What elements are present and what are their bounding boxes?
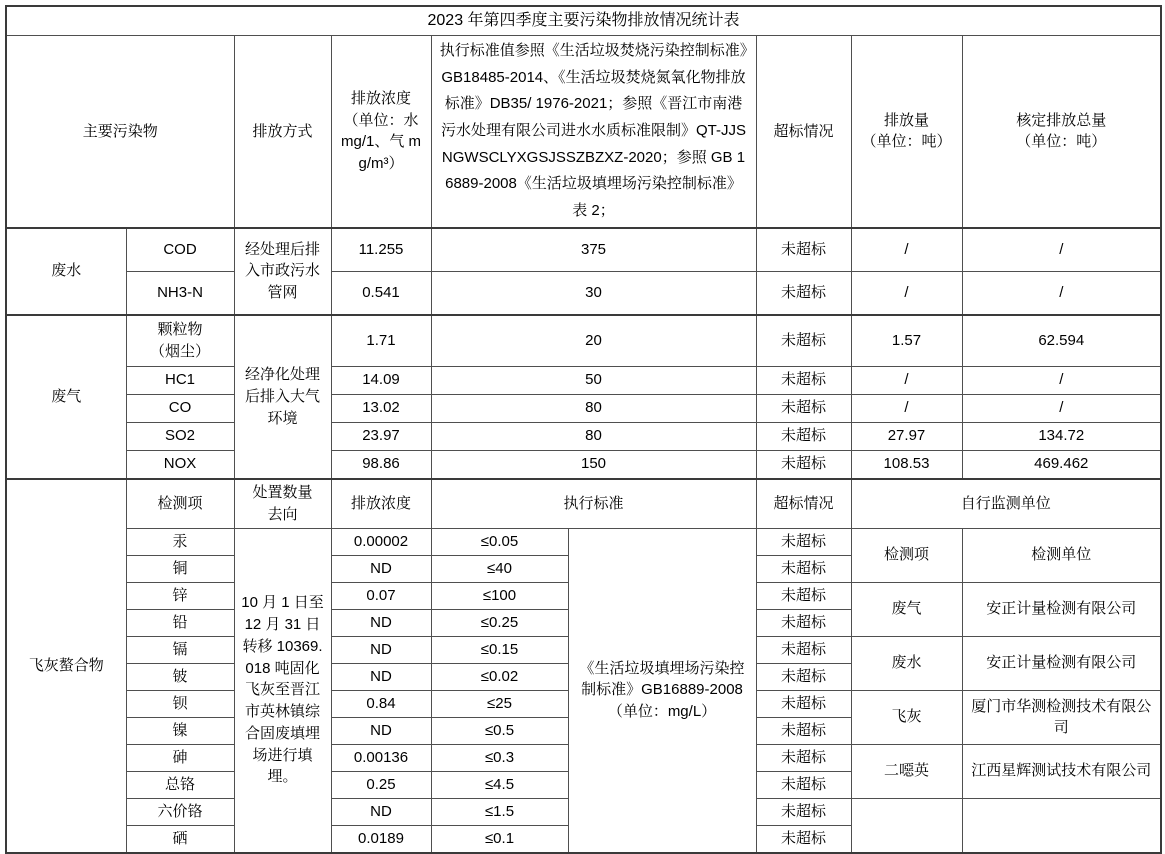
cell-total-chromium-concentration: 0.25 (331, 771, 431, 798)
cell-selenium-item: 硒 (126, 825, 234, 853)
cell-barium-status: 未超标 (756, 690, 851, 717)
cell-arsenic-concentration: 0.00136 (331, 744, 431, 771)
cell-hcl-amount: / (851, 366, 962, 394)
cell-copper-item: 铜 (126, 555, 234, 582)
cell-co-approved: / (962, 394, 1161, 422)
cell-monitor-flyash-unit: 厦门市华测检测技术有限公司 (962, 690, 1161, 744)
cell-hcl-status: 未超标 (756, 366, 851, 394)
cell-barium-limit: ≤25 (431, 690, 568, 717)
cell-particulate-amount: 1.57 (851, 315, 962, 367)
cell-zinc-item: 锌 (126, 582, 234, 609)
cell-monitor-water-item: 废水 (851, 636, 962, 690)
cell-arsenic-item: 砷 (126, 744, 234, 771)
cell-flyash-disposal-text: 10 月 1 日至 12 月 31 日转移 10369.018 吨固化飞灰至晋江市英林镇综合固废填埋场进行填埋。 (234, 528, 331, 853)
cell-beryllium-item: 铍 (126, 663, 234, 690)
subheader-standard: 执行标准 (431, 479, 756, 529)
cell-nox-standard: 150 (431, 450, 756, 479)
cell-cadmium-concentration: ND (331, 636, 431, 663)
cell-co-status: 未超标 (756, 394, 851, 422)
cell-monitor-dioxin-unit: 江西星辉测试技术有限公司 (962, 744, 1161, 798)
cell-beryllium-concentration: ND (331, 663, 431, 690)
cell-zinc-limit: ≤100 (431, 582, 568, 609)
cell-total-chromium-status: 未超标 (756, 771, 851, 798)
cell-mercury-item: 汞 (126, 528, 234, 555)
cell-hexavalent-chromium-item: 六价铬 (126, 798, 234, 825)
cell-so2-concentration: 23.97 (331, 422, 431, 450)
cell-barium-item: 钡 (126, 690, 234, 717)
col-header-main-pollutant: 主要污染物 (6, 36, 234, 228)
cell-hexavalent-chromium-status: 未超标 (756, 798, 851, 825)
subheader-test-item: 检测项 (126, 479, 234, 529)
cell-selenium-concentration: 0.0189 (331, 825, 431, 853)
cell-particulate-approved: 62.594 (962, 315, 1161, 367)
cell-co-standard: 80 (431, 394, 756, 422)
cell-lead-status: 未超标 (756, 609, 851, 636)
row-nox (6, 450, 1161, 479)
cell-so2-amount: 27.97 (851, 422, 962, 450)
cell-monitor-dioxin-item: 二噁英 (851, 744, 962, 798)
cell-co-concentration: 13.02 (331, 394, 431, 422)
row-nh3n (6, 271, 1161, 315)
cell-selenium-status: 未超标 (756, 825, 851, 853)
cell-wastegas-mode: 经净化处理后排入大气环境 (234, 315, 331, 479)
cell-so2-standard: 80 (431, 422, 756, 450)
cell-nickel-status: 未超标 (756, 717, 851, 744)
subheader-monitor: 自行监测单位 (851, 479, 1161, 529)
cell-total-chromium-item: 总铬 (126, 771, 234, 798)
cell-cod-standard: 375 (431, 228, 756, 272)
cell-total-chromium-limit: ≤4.5 (431, 771, 568, 798)
subheader-disposal: 处置数量 去向 (234, 479, 331, 529)
subheader-status: 超标情况 (756, 479, 851, 529)
cell-lead-concentration: ND (331, 609, 431, 636)
cell-hcl-standard: 50 (431, 366, 756, 394)
cell-hexavalent-chromium-limit: ≤1.5 (431, 798, 568, 825)
cell-nh3n-approved: / (962, 271, 1161, 315)
cell-monitor-flyash-item: 飞灰 (851, 690, 962, 744)
cell-nox-concentration: 98.86 (331, 450, 431, 479)
col-header-concentration: 排放浓度（单位：水 mg/1、气 mg/m³） (331, 36, 431, 228)
cell-wastewater-mode: 经处理后排入市政污水管网 (234, 228, 331, 315)
cell-particulate-status: 未超标 (756, 315, 851, 367)
cell-mercury-limit: ≤0.05 (431, 528, 568, 555)
cell-beryllium-status: 未超标 (756, 663, 851, 690)
cell-cod-status: 未超标 (756, 228, 851, 272)
row-cod (6, 228, 1161, 272)
row-so2 (6, 422, 1161, 450)
flyash-subheader-row (6, 479, 1161, 529)
cell-nox-status: 未超标 (756, 450, 851, 479)
col-header-discharge-mode: 排放方式 (234, 36, 331, 228)
cell-lead-item: 铅 (126, 609, 234, 636)
cell-particulate-item: 颗粒物 （烟尘） (126, 315, 234, 367)
cell-monitor-empty-unit (962, 798, 1161, 853)
cell-monitor-header-item: 检测项 (851, 528, 962, 582)
row-hcl (6, 366, 1161, 394)
row-co (6, 394, 1161, 422)
subheader-concentration: 排放浓度 (331, 479, 431, 529)
cell-wastegas-category: 废气 (6, 315, 126, 479)
cell-monitor-water-unit: 安正计量检测有限公司 (962, 636, 1161, 690)
cell-arsenic-status: 未超标 (756, 744, 851, 771)
cell-nh3n-standard: 30 (431, 271, 756, 315)
cell-cod-item: COD (126, 228, 234, 272)
col-header-standard-text: 执行标准值参照《生活垃圾焚烧污染控制标准》GB18485-2014、《生活垃圾焚烧氮氧化物排放标准》DB35/ 1976-2021；参照《晋江市南港污水处理有限公司进水水质标准限制》QT-JJSNGWSCLYXGSJSSZBZXZ-2020；参照 GB 16889-2008《生活垃圾填埋场污染控制标准》表 2； (431, 36, 756, 228)
cell-nox-item: NOX (126, 450, 234, 479)
cell-mercury-status: 未超标 (756, 528, 851, 555)
cell-co-amount: / (851, 394, 962, 422)
row-mercury (6, 528, 1161, 555)
cell-copper-limit: ≤40 (431, 555, 568, 582)
cell-zinc-status: 未超标 (756, 582, 851, 609)
cell-nh3n-amount: / (851, 271, 962, 315)
cell-monitor-gas-unit: 安正计量检测有限公司 (962, 582, 1161, 636)
cell-cadmium-item: 镉 (126, 636, 234, 663)
cell-cod-approved: / (962, 228, 1161, 272)
cell-beryllium-limit: ≤0.02 (431, 663, 568, 690)
cell-hexavalent-chromium-concentration: ND (331, 798, 431, 825)
cell-so2-approved: 134.72 (962, 422, 1161, 450)
cell-barium-concentration: 0.84 (331, 690, 431, 717)
cell-cod-amount: / (851, 228, 962, 272)
cell-cadmium-limit: ≤0.15 (431, 636, 568, 663)
col-header-approved-total: 核定排放总量 （单位：吨） (962, 36, 1161, 228)
cell-zinc-concentration: 0.07 (331, 582, 431, 609)
cell-cod-concentration: 11.255 (331, 228, 431, 272)
cell-particulate-standard: 20 (431, 315, 756, 367)
table-title: 2023 年第四季度主要污染物排放情况统计表 (6, 6, 1161, 36)
cell-so2-item: SO2 (126, 422, 234, 450)
cell-nickel-limit: ≤0.5 (431, 717, 568, 744)
cell-monitor-empty-item (851, 798, 962, 853)
cell-nickel-item: 镍 (126, 717, 234, 744)
cell-hcl-concentration: 14.09 (331, 366, 431, 394)
cell-copper-concentration: ND (331, 555, 431, 582)
cell-flyash-category: 飞灰螯合物 (6, 479, 126, 853)
col-header-exceed-status: 超标情况 (756, 36, 851, 228)
row-particulate (6, 315, 1161, 367)
cell-hcl-approved: / (962, 366, 1161, 394)
cell-nox-amount: 108.53 (851, 450, 962, 479)
cell-particulate-concentration: 1.71 (331, 315, 431, 367)
cell-nh3n-item: NH3-N (126, 271, 234, 315)
cell-so2-status: 未超标 (756, 422, 851, 450)
cell-copper-status: 未超标 (756, 555, 851, 582)
cell-wastewater-category: 废水 (6, 228, 126, 315)
cell-lead-limit: ≤0.25 (431, 609, 568, 636)
cell-flyash-standard-name: 《生活垃圾填埋场污染控制标准》GB16889-2008（单位：mg/L） (568, 528, 756, 853)
cell-monitor-header-unit: 检测单位 (962, 528, 1161, 582)
col-header-discharge-amount: 排放量 （单位：吨） (851, 36, 962, 228)
cell-nox-approved: 469.462 (962, 450, 1161, 479)
cell-arsenic-limit: ≤0.3 (431, 744, 568, 771)
cell-nh3n-concentration: 0.541 (331, 271, 431, 315)
cell-hcl-item: HC1 (126, 366, 234, 394)
main-header-row (6, 36, 1161, 228)
cell-nickel-concentration: ND (331, 717, 431, 744)
pollutant-statistics-table (5, 5, 1162, 854)
title-row (6, 6, 1161, 36)
cell-selenium-limit: ≤0.1 (431, 825, 568, 853)
cell-monitor-gas-item: 废气 (851, 582, 962, 636)
cell-cadmium-status: 未超标 (756, 636, 851, 663)
cell-co-item: CO (126, 394, 234, 422)
cell-nh3n-status: 未超标 (756, 271, 851, 315)
cell-mercury-concentration: 0.00002 (331, 528, 431, 555)
